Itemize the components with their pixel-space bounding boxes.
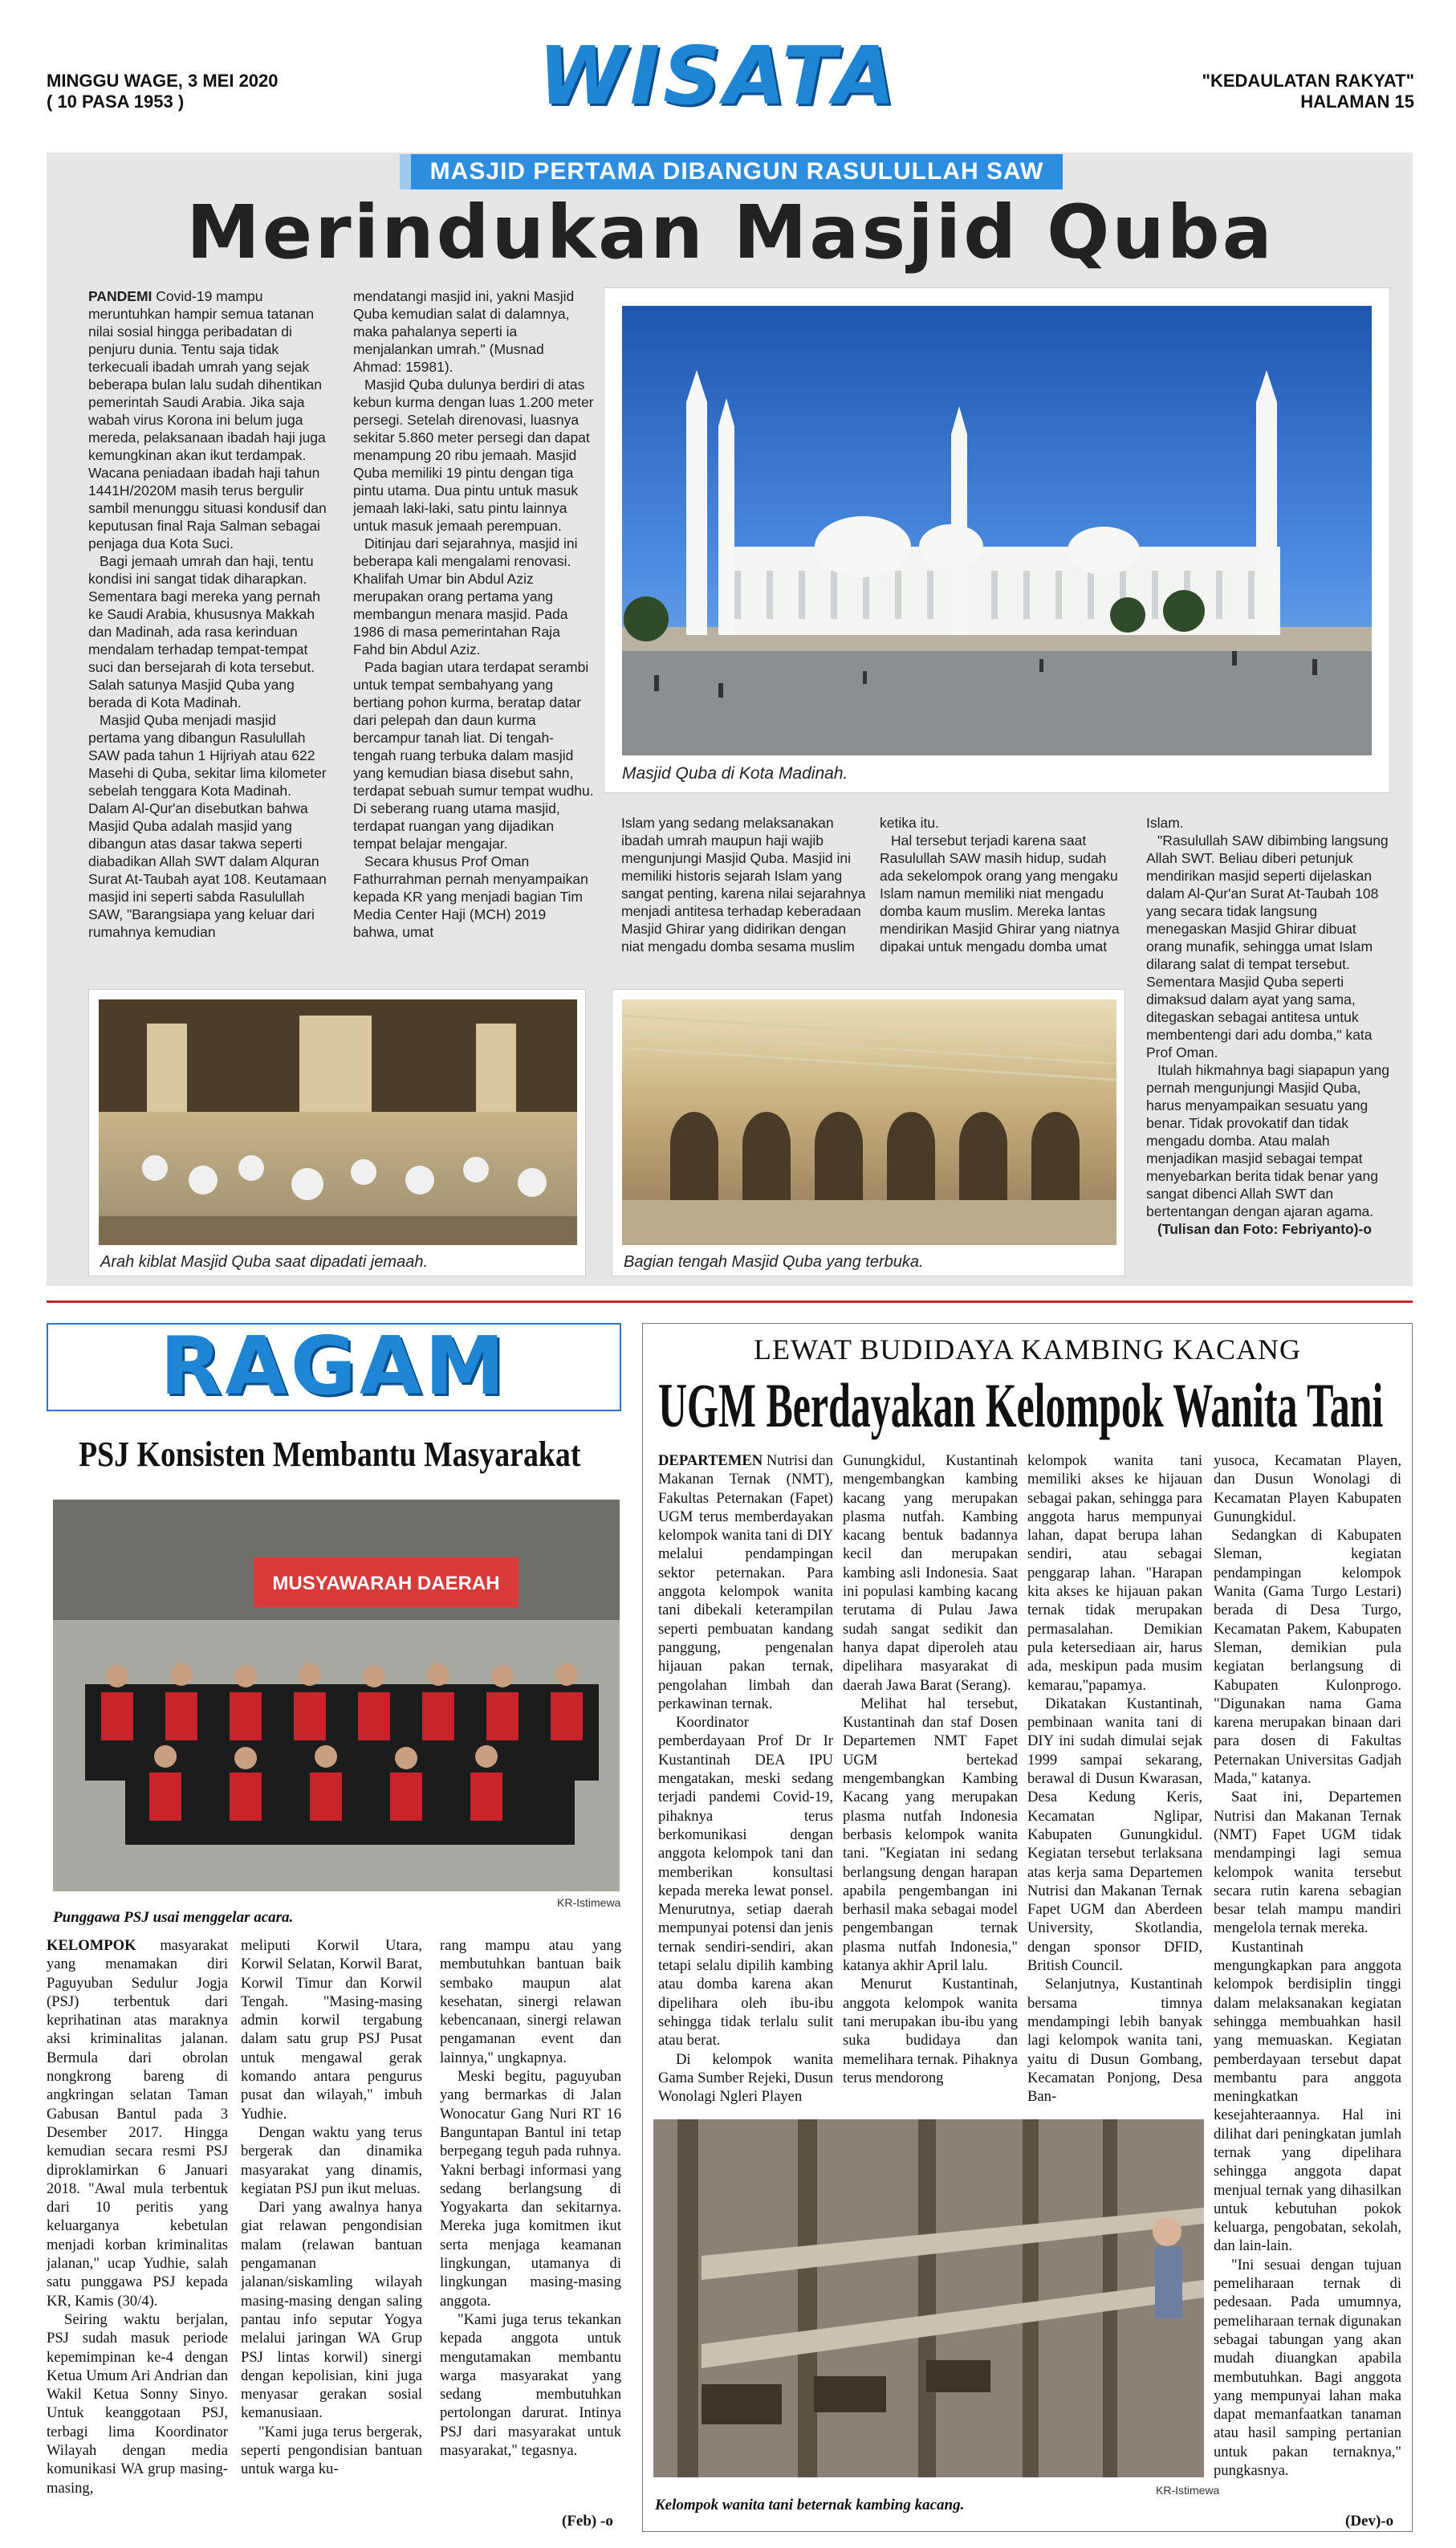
main-photo-frame xyxy=(604,287,1390,793)
paragraph: Kustantinah mengungkapkan para anggota kelompok berdisiplin tinggi dalam melaksanakan kegiatan sehingga membuahkan hasil yang memuaskan. Kegiatan pemberdayaan tersebut dapat membantu para anggota meningkatkan kesejahteraannya. Hal ini dilihat dari peningkatan jumlah ternak yang dipelihara sehingga anggota dapat menjual ternak yang dihasilkan untuk kebutuhan pokok keluarga, pengobatan, sekolah, dan lain-lain. xyxy=(1214,1938,1401,2255)
paragraph: Bagi jemaah umrah dan haji, tentu kondisi ini sangat tidak diharapkan. Sementara bagi mereka yang pernah ke Saudi Arabia, khususnya Makkah dan Madinah, ada rasa kerinduan mendalam terhadap tempat-tempat suci dan bersejarah di kota tersebut. Salah satunya Masjid Quba yang berada di Kota Madinah. xyxy=(88,553,320,710)
paragraph: "Ini sesuai dengan tujuan pemeliharaan ternak di pedesaan. Pada umumnya, pemeliharaan ternak digunakan sebagai tabungan yang akan mudah diuangkan apabila membutuhkan. Bagi anggota yang mempunyai lahan maka dapat memanfaatkan tanaman atau hasil samping pertanian untuk pakan ternaknya," pungkasnya. xyxy=(1214,2256,1401,2480)
wisata-column-5 xyxy=(1146,814,1393,1278)
lead-word: DEPARTEMEN xyxy=(658,1452,763,1469)
article-kicker: MASJID PERTAMA DIBANGUN RASULULLAH SAW xyxy=(411,154,1063,189)
paragraph: Dari yang awalnya hanya giat relawan pengondisian malam (relawan bantuan pengamanan jalanan/siskamling wilayah masing-masing dengan saling pantau info seputar Yogya melalui jaringan WA Grup PSJ lintas korwil) sinergi dengan kepolisian, kini juga menyasar gerakan sosial kemanusiaan. xyxy=(241,2199,422,2422)
javanese-date: ( 10 PASA 1953 ) xyxy=(47,92,185,112)
ragam-headline-wrap xyxy=(79,1434,608,1482)
ragam-column-2 xyxy=(241,1936,422,2530)
mosque-interior-photo xyxy=(99,999,577,1245)
paragraph: DEPARTEMEN Nutrisi dan Makanan Ternak (NMT), Fakultas Peternakan (Fapet) UGM terus memberdayakan kelompok wanita tani di DIY melalui pendampingan sektor peternakan. Para anggota kelompok wanita tani dibekali keterampilan seperti pembuatan kandang panggung, pengenalan hijauan pakan ternak, pengolahan limbah dan perkawinan ternak. xyxy=(658,1452,833,1712)
ugm-signoff: (Dev)-o xyxy=(1345,2513,1394,2530)
left-photo-frame xyxy=(88,989,586,1276)
paragraph: Di kelompok wanita Gama Sumber Rejeki, Dusun Wonolagi Ngleri Playen xyxy=(658,2050,833,2106)
paragraph: Gunungkidul, Kustantinah mengembangkan kambing kacang yang merupakan plasma nutfah. Kambing kacang bentuk badannya kecil dan merupakan kambing asli Indonesia. Saat ini populasi kambing kacang terutama di Pulau Jawa sudah sangat sedikit dan hanya dapat diperoleh atau dipelihara masyarakat di daerah Jawa Barat (Serang). xyxy=(843,1452,1018,1694)
lead-word: PANDEMI xyxy=(88,288,153,304)
left-photo-caption: Arah kiblat Masjid Quba saat dipadati jemaah. xyxy=(100,1253,429,1271)
paragraph: (Tulisan dan Foto: Febriyanto)-o xyxy=(1157,1221,1373,1237)
paragraph: Dikatakan Kustantinah, pembinaan wanita tani di DIY ini sudah dimulai sejak 1999 sampai sekarang, berawal di Dusun Kwarasan, Desa Kedung Keris, Kecamatan Nglipar, Kabupaten Gunungkidul. Kegiatan tersebut terlaksana atas kerja sama Departemen Nutrisi dan Makanan Ternak Fapet UGM dan Aberdeen University, Skotlandia, dengan sponsor DFID, British Council. xyxy=(1027,1695,1202,1975)
paragraph: Secara khusus Prof Oman Fathurrahman pernah menyampaikan kepada KR yang menjadi bagian Tim Media Center Haji (MCH) 2019 bahwa, umat xyxy=(353,853,588,940)
paragraph: Koordinator pemberdayaan Prof Dr Ir Kustantinah DEA IPU mengatakan, meski sedang terjadi pandemi Covid-19, pihaknya terus berkomunikasi dengan anggota kelompok tani dan memberikan konsultasi kepada mereka lewat ponsel. Menurutnya, setiap daerah mempunyai potensi dan jenis ternak sendiri-sendiri, akan tetapi selalu dipilih kambing atau domba karena akan dipelihara oleh ibu-ibu sehingga tidak terlalu sulit atau berat. xyxy=(658,1714,833,2049)
paragraph: Masjid Quba dulunya berdiri di atas kebun kurma dengan luas 1.200 meter persegi. Setelah direnovasi, luasnya sekitar 5.860 meter persegi dan dapat menampung 20 ribu jemaah. Masjid Quba memiliki 19 pintu dengan tiga pintu utama. Dua pintu untuk masuk jemaah laki-laki, satu pintu lainnya untuk masuk jemaah perempuan. xyxy=(353,377,594,534)
ugm-column-1 xyxy=(658,1451,833,2118)
section-masthead-ragam: RAGAM xyxy=(160,1319,508,1413)
wisata-column-1 xyxy=(88,287,329,968)
paragraph: Meski begitu, paguyuban yang bermarkas di Jalan Wonocatur Gang Nuri RT 16 Banguntapan Bantul ini tetap berpegang teguh pada ruhnya. Yakni berbagi informasi yang sedang berlangsung di Yogyakarta dan sekitarnya. Mereka juga komitmen ikut serta menjaga keamanan lingkungan, utamanya di lingkungan masing-masing anggota. xyxy=(440,2068,621,2310)
newspaper-name: "KEDAULATAN RAKYAT" xyxy=(1202,71,1414,91)
kicker-accent xyxy=(400,154,411,189)
paragraph: Islam yang sedang melaksanakan ibadah umrah maupun haji wajib mengunjungi Masjid Quba. Masjid ini memiliki historis sejarah Islam yang sangat penting, karena nilai sejarahnya menjadi antitesa terhadap keberadaan Masjid Ghirar yang didirikan dengan niat mengadu domba sesama muslim xyxy=(621,815,866,954)
issue-date: MINGGU WAGE, 3 MEI 2020 xyxy=(47,71,279,91)
ugm-column-2 xyxy=(843,1451,1018,2118)
lead-word: KELOMPOK xyxy=(47,1937,136,1954)
ugm-photo-caption: Kelompok wanita tani beternak kambing kacang. xyxy=(655,2497,965,2513)
middle-photo-frame xyxy=(612,989,1125,1276)
goat-pen-photo xyxy=(653,2119,1204,2477)
paragraph: yusoca, Kecamatan Playen, dan Dusun Wonolagi di Kecamatan Playen Kabupaten Gunungkidul. xyxy=(1214,1452,1401,1525)
section-divider xyxy=(47,1300,1413,1303)
ragam-headline: PSJ Konsisten Membantu Masyarakat xyxy=(79,1435,581,1474)
paragraph: Seiring waktu berjalan, PSJ sudah masuk periode kepemimpinan ke-4 dengan Ketua Umum Ari Andrian dan Wakil Ketua Sonny Sinyo. Untuk keanggotaan PSJ, terbagi lima Koordinator Wilayah dengan media komunikasi WA grup masing-masing, xyxy=(47,2310,228,2497)
paragraph: meliputi Korwil Utara, Korwil Selatan, Korwil Barat, Korwil Timur dan Korwil Tengah. "Masing-masing admin korwil tergabung dalam satu grup PSJ Pusat untuk mengawal gerak komando antara pengurus pusat dan wilayah," imbuh Yudhie. xyxy=(241,1937,422,2123)
page-number: HALAMAN 15 xyxy=(1300,92,1414,112)
paragraph: Masjid Quba menjadi masjid pertama yang dibangun Rasulullah SAW pada tahun 1 Hijriyah atau 622 Masehi di Quba, sekitar lima kilometer sebelah tenggara Kota Madinah. Dalam Al-Qur'an disebutkan bahwa Masjid Quba adalah masjid yang dibangun atas dasar takwa seperti diabadikan Allah SWT dalam Alquran Surat At-Taubah ayat 108. Keutamaan masjid ini seperti sabda Rasulullah SAW, "Barangsiapa yang keluar dari rumahnya kemudian xyxy=(88,712,327,940)
courtyard-illustration xyxy=(622,999,1116,1245)
ragam-masthead-box xyxy=(47,1319,621,1413)
worshippers-illustration xyxy=(99,999,577,1245)
event-banner-text: MUSYAWARAH DAERAH xyxy=(272,1573,500,1594)
ugm-headline-wrap xyxy=(658,1370,1397,1442)
ragam-column-3 xyxy=(440,1936,621,2514)
middle-photo-caption: Bagian tengah Masjid Quba yang terbuka. xyxy=(624,1253,924,1271)
article-title: Merindukan Masjid Quba xyxy=(186,189,1275,275)
paragraph: Saat ini, Departemen Nutrisi dan Makanan Ternak (NMT) Fapet UGM tidak mendampingi lagi semua kelompok wanita tersebut secara rutin karena sebagian besar telah mampu mandiri mengelola ternak mereka. xyxy=(1214,1789,1401,1937)
section-masthead-wisata: WISATA xyxy=(538,29,899,123)
paragraph: ketika itu. xyxy=(880,815,939,831)
paragraph: "Rasulullah SAW dibimbing langsung Allah SWT. Beliau diberi petunjuk mendirikan masjid seperti dijelaskan dalam Al-Qur'an Surat At-Taubah 108 yang secara tidak langsung menegaskan Masjid Ghirar dibuat orang munafik, sehingga umat Islam dilarang salat di tempat tersebut. Sementara Masjid Quba seperti dimaksud dalam ayat yang sama, ditegaskan sebagai antitesa untuk membentengi dari adu domba," kata Prof Oman. xyxy=(1146,832,1389,1060)
paragraph: PANDEMI Covid-19 mampu meruntuhkan hampir semua tatanan nilai sosial hingga peribadatan di penjuru dunia. Tentu saja tidak terkecuali ibadah umrah yang sejak beberapa bulan lalu sudah dihentikan pemerintah Saudi Arabia. Jika saja wabah virus Korona ini belum juga mereda, pelaksanaan ibadah haji juga kemungkinan akan ikut terdampak. Wacana peniadaan ibadah haji tahun 1441H/2020M masih terus bergulir sambil menunggu situasi kondusif dan keputusan final Raja Salman sebagai penjaga dua Kota Suci. xyxy=(88,288,327,552)
ugm-kicker: LEWAT BUDIDAYA KAMBING KACANG xyxy=(753,1333,1302,1366)
ragam-photo-credit: KR-Istimewa xyxy=(557,1896,621,1909)
ragam-photo-caption: Punggawa PSJ usai menggelar acara. xyxy=(53,1909,294,1926)
ugm-column-4 xyxy=(1214,1451,1401,2509)
paragraph: rang mampu atau yang membutuhkan bantuan baik sembako maupun alat kesehatan, sinergi relawan kebencanaan, sinergi relawan pengamanan event dan lainnya," ungkapnya. xyxy=(440,1937,621,2066)
wisata-column-4 xyxy=(880,814,1130,975)
masjid-quba-exterior-photo xyxy=(622,306,1372,755)
main-photo-caption: Masjid Quba di Kota Madinah. xyxy=(622,764,848,783)
paragraph: Selanjutnya, Kustantinah bersama timnya mendampingi lebih banyak lagi kelompok wanita tani, yaitu di Dusun Gombang, Kecamatan Ponjong, Desa Ban- xyxy=(1027,1976,1202,2106)
paragraph: Melihat hal tersebut, Kustantinah dan staf Dosen Departemen NMT Fapet UGM bertekad mengembangkan Kambing Kacang yang merupakan plasma nutfah Indonesia berbasis kelompok wanita tani. "Kegiatan ini sedang berlangsung dengan harapan apabila pengembangan ini berhasil maka sebagai model pengembangan ternak plasma nutfah Indonesia," katanya akhir April lalu. xyxy=(843,1695,1018,1975)
paragraph: Ditinjau dari sejarahnya, masjid ini beberapa kali mengalami renovasi. Khalifah Umar bin Abdul Aziz merupakan orang pertama yang membangun menara masjid. Pada 1986 di masa pemerintahan Raja Fahd bin Abdul Aziz. xyxy=(353,535,578,657)
paragraph: KELOMPOK masyarakat yang menamakan diri Paguyuban Sedulur Jogja (PSJ) terbentuk dari keprihatinan atas maraknya aksi kriminalitas jalanan. Bermula dari obrolan nongkrong bareng di angkringan selatan Taman Gabusan Bantul pada 3 Desember 2017. Hingga kemudian secara resmi PSJ diproklamirkan 6 Januari 2018. "Awal mula terbentuk dari 10 peritis yang keluarganya kebetulan menjadi korban kriminalitas jalanan," ucap Yudhie, salah satu punggawa PSJ kepada KR, Kamis (30/4). xyxy=(47,1937,228,2310)
paragraph: Sedangkan di Kabupaten Sleman, kegiatan pendampingan kelompok Wanita (Gama Turgo Lestari) berada di Desa Turgo, Kecamatan Pakem, Kabupaten Sleman, demikian pula kegiatan berlangsung di Kabupaten Kulonprogo. "Digunakan nama Gama karena merupakan binaan dari para dosen di Fakultas Peternakan Universitas Gadjah Mada," katanya. xyxy=(1214,1527,1401,1788)
ugm-photo-credit: KR-Istimewa xyxy=(1156,2484,1220,2497)
paragraph: Menurut Kustantinah, anggota kelompok wanita tani merupakan ibu-ibu yang suka budidaya dan memelihara ternak. Pihaknya terus mendorong xyxy=(843,1976,1018,2086)
paragraph: Dengan waktu yang terus bergerak dan dinamika masyarakat yang dinamis, kegiatan PSJ pun ikut meluas. xyxy=(241,2123,422,2197)
wisata-column-3 xyxy=(621,814,872,975)
paragraph: "Kami juga terus tekankan kepada anggota untuk mengutamakan membantu warga masyarakat yang sedang membutuhkan pertolongan darurat. Intinya PSJ dari masyarakat untuk masyarakat," tegasnya. xyxy=(440,2310,621,2460)
paragraph: Itulah hikmahnya bagi siapapun yang pernah mengunjungi Masjid Quba, harus menyampaikan sesuatu yang benar. Tidak provokatif dan tidak mengadu domba. Atau malah menjadikan masjid sebagai tempat menyebarkan berita tidak benar yang sangat dibenci Allah SWT dan bertentangan dengan ajaran agama. xyxy=(1146,1062,1389,1219)
group-photo-illustration xyxy=(53,1500,620,1891)
psj-group-photo xyxy=(53,1500,620,1891)
mosque-courtyard-photo xyxy=(622,999,1116,1245)
paragraph: Pada bagian utara terdapat serambi untuk tempat sembahyang yang bertiang pohon kurma, beratap datar dari pelepah dan daun kurma bercampur tanah liat. Di tengah-tengah ruang terbuka dalam masjid yang kemudian biasa disebut sahn, terdapat sebuah sumur tempat wudhu. Di seberang ruang utama masjid, terdapat ruangan yang dijadikan tempat belajar mengajar. xyxy=(353,659,594,852)
goat-pen-illustration xyxy=(653,2119,1204,2477)
ugm-headline: UGM Berdayakan Kelompok Wanita Tani xyxy=(658,1370,1384,1440)
paragraph: Hal tersebut terjadi karena saat Rasulullah SAW masih hidup, sudah ada sekelompok orang yang mengaku Islam namun memiliki niat mengadu domba kaum muslim. Mereka lantas mendirikan Masjid Ghirar yang niatnya dipakai untuk mengadu domba umat xyxy=(880,832,1120,954)
paragraph: Islam. xyxy=(1146,815,1184,831)
ragam-signoff: (Feb) -o xyxy=(562,2513,613,2530)
mosque-illustration xyxy=(622,306,1372,755)
wisata-column-2 xyxy=(353,287,594,968)
paragraph: kelompok wanita tani memiliki akses ke hijauan sebagai pakan, sehingga para anggota harus mempunyai lahan, dapat berupa lahan sendiri, atau sebagai penggarap lahan. "Harapan kita akses ke hijauan pakan ternak tidak merupakan permasalahan. Demikian pula ketersediaan air, harus ada, meskipun pada musim kemarau,"papamya. xyxy=(1027,1452,1202,1694)
paragraph: mendatangi masjid ini, yakni Masjid Quba kemudian salat di dalamnya, maka pahalanya seperti ia menjalankan umrah." (Musnad Ahmad: 15981). xyxy=(353,288,575,375)
ragam-column-1 xyxy=(47,1936,228,2530)
paragraph: "Kami juga terus bergerak, seperti pengondisian bantuan untuk warga ku- xyxy=(241,2423,422,2478)
ugm-column-3 xyxy=(1027,1451,1202,2118)
